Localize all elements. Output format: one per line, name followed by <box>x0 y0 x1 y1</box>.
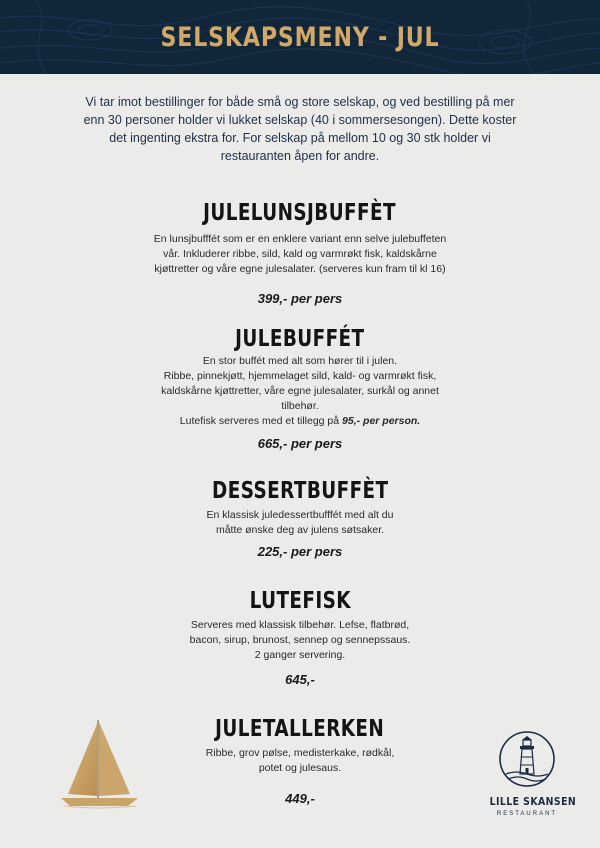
intro-line: Vi tar imot bestillinger for både små og store selskap, og ved bestilling på mer <box>85 95 515 109</box>
section-description <box>0 232 600 277</box>
restaurant-logo <box>482 730 577 817</box>
header-banner <box>0 0 600 74</box>
description-line: 2 ganger servering. <box>254 649 346 661</box>
description-line: En lunsjbufffét som er en enklere variant enn selve julebuffeten <box>153 233 447 245</box>
description-line: potet og julesaus. <box>258 762 342 774</box>
menu-section-julelunsjbuffet <box>0 200 600 306</box>
description-line: kaldskårne kjøttretter, våre egne julesalater, surkål og annet <box>161 385 439 397</box>
sailboat-icon <box>58 718 142 810</box>
section-description <box>0 618 600 663</box>
description-line: bacon, sirup, brunost, sennep og sennepssaus. <box>189 634 411 646</box>
intro-line: enn 30 personer holder vi lukket selskap (40 i sommersesongen). Dette koster <box>83 113 517 127</box>
description-line: Ribbe, grov pølse, medisterkake, rødkål, <box>205 747 395 759</box>
description-line-lutefisk-extra <box>0 414 600 429</box>
section-title: JULETALLERKEN <box>215 716 385 742</box>
menu-section-lutefisk <box>0 588 600 687</box>
page-title: SELSKAPSMENY - JUL <box>160 21 440 53</box>
description-line: En stor buffét med alt som hører til i julen. <box>202 355 398 367</box>
description-line: Ribbe, pinnekjøtt, hjemmelaget sild, kald- og varmrøkt fisk, <box>163 370 437 382</box>
section-price: 665,- per pers <box>257 436 343 451</box>
description-line: måtte ønske deg av julens søtsaker. <box>215 524 385 536</box>
section-title: DESSERTBUFFÈT <box>211 478 389 504</box>
menu-section-julebuffet <box>0 326 600 451</box>
section-title: JULELUNSJBUFFÈT <box>203 200 397 226</box>
section-price: 225,- per pers <box>257 544 343 559</box>
section-title: LUTEFISK <box>249 588 351 614</box>
section-price: 399,- per pers <box>257 291 343 306</box>
section-title: JULEBUFFÉT <box>235 326 365 352</box>
extra-text: Lutefisk serveres med et tillegg på <box>179 415 343 427</box>
intro-text <box>60 93 540 165</box>
logo-subtitle: RESTAURANT <box>496 811 558 817</box>
section-description <box>0 354 600 429</box>
section-price: 645,- <box>285 672 315 687</box>
description-line: tilbehør. <box>281 400 319 412</box>
menu-section-dessertbuffet <box>0 478 600 559</box>
lighthouse-icon <box>498 730 556 788</box>
section-description <box>0 508 600 538</box>
section-price: 449,- <box>285 791 315 806</box>
intro-line: det ingenting ekstra for. For selskap på mellom 10 og 30 stk holder vi <box>109 131 491 145</box>
description-line: kjøttretter og våre egne julesalater. (serveres kun fram til kl 16) <box>154 263 446 275</box>
description-line: En klassisk juledessertbufffét med alt du <box>206 509 394 521</box>
extra-price: 95,- per person. <box>342 415 421 427</box>
description-line: Serveres med klassisk tilbehør. Lefse, flatbrød, <box>190 619 410 631</box>
logo-name: LILLE SKANSEN <box>489 795 577 808</box>
description-line: vår. Inkluderer ribbe, sild, kald og varmrøkt fisk, kaldskårne <box>163 248 437 260</box>
intro-line: restauranten åpen for andre. <box>220 149 380 163</box>
